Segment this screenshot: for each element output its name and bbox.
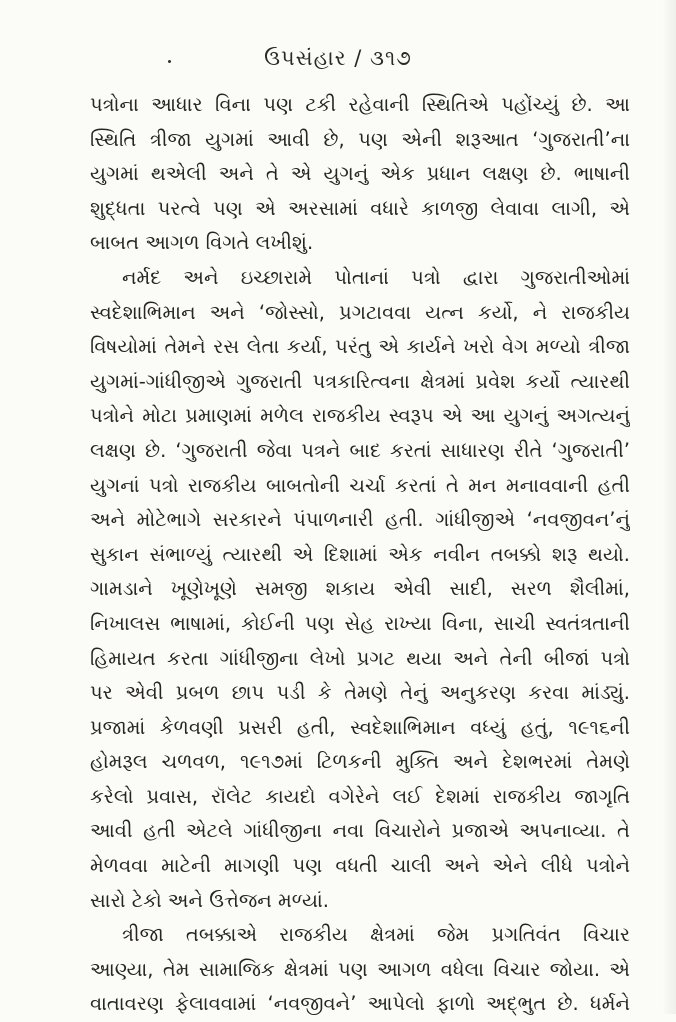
paragraph-end-line: સારો ટેકો અને ઉત્તેજન મળ્યાં. (90, 888, 329, 912)
text-line: વાતાવરણ ફેલાવવામાં ‘નવજીવને’ આપેલો ફાળો અદ્‌ભુત છે. ધર્મને (90, 992, 630, 1016)
text-line: યુગનાં પત્રો રાજકીય બાબતોની ચર્ચા કરતાં તે મન મનાવવાની હતી (90, 473, 630, 497)
paragraph-end-line: બાબત આગળ વિગતે લખીશું. (90, 231, 314, 255)
text-line: સુકાન સંભાળ્યું ત્યારથી એ દિશામાં એક નવીન તબક્કો શરૂ થયો. (90, 542, 630, 566)
text-line: હોમરૂલ ચળવળ, ૧૯૧૭માં ટિળકની મુક્તિ અને દેશભરમાં તેમણે (90, 750, 630, 774)
text-line: ગામડાને ખૂણેખૂણે સમજી શકાય એવી સાદી, સરળ શૈલીમાં, (90, 577, 630, 601)
text-line: સ્થિતિ ત્રીજા યુગમાં આવી છે, પણ એની શરૂઆત ‘ગુજરાતી’ના (90, 127, 630, 151)
text-line: કરેલો પ્રવાસ, રૉલેટ કાયદો વગેરેને લઈ દેશમાં રાજકીય જાગૃતિ (90, 784, 630, 808)
text-line: પત્રોના આધાર વિના પણ ટકી રહેવાની સ્થિતિએ પહોંચ્યું છે. આ (90, 93, 630, 116)
text-line: વિષયોમાં તેમને રસ લેતા કર્યા, પરંતુ એ કાર્યને ખરો વેગ મળ્યો ત્રીજા (90, 335, 630, 359)
paragraph-start-line: નર્મદ અને ઇચ્છારામે પોતાનાં પત્રો દ્વારા ગુજરાતીઓમાં (122, 265, 630, 289)
text-line: નિખાલસ ભાષામાં, કોઈની પણ સેહ રાખ્યા વિના, સાચી સ્વતંત્રતાની (90, 611, 630, 635)
text-line: લક્ષણ છે. ‘ગુજરાતી જેવા પત્રને બાદ કરતાં સાધારણ રીતે ‘ગુજરાતી’ (90, 438, 630, 462)
text-line: યુગમાં-ગાંધીજીએ ગુજરાતી પત્રકારિત્વના ક્ષેત્રમાં પ્રવેશ કર્યો ત્યારથી (90, 369, 630, 393)
page-binding-shadow (662, 0, 676, 1014)
running-header: ઉપસંહાર / ૩૧૭ (264, 46, 412, 70)
text-line: સ્વદેશાભિમાન અને ‘જોસ્સો, પ્રગટાવવા યત્ન કર્યો, ને રાજકીય (90, 300, 630, 324)
text-line: અને મોટેભાગે સરકારને પંપાળનારી હતી. ગાંધીજીએ ‘નવજીવન’નું (90, 508, 630, 532)
text-line: શુદ્ધતા પરત્વે પણ એ અરસામાં વધારે કાળજી લેવાવા લાગી, એ (90, 196, 630, 220)
text-line: પત્રોને મોટા પ્રમાણમાં મળેલ રાજકીય સ્વરૂપ એ આ યુગનું અગત્યનું (90, 404, 630, 428)
text-line: પર એવી પ્રબળ છાપ પડી કે તેમણે તેનું અનુકરણ કરવા માંડ્યું. (90, 681, 630, 705)
paragraph-start-line: ત્રીજા તબક્કાએ રાજકીય ક્ષેત્રમાં જેમ પ્રગતિવંત વિચાર (122, 923, 630, 947)
body-text (90, 88, 630, 1022)
text-line: યુગમાં થએલી અને તે એ યુગનું એક પ્રધાન લક્ષણ છે. ભાષાની (90, 162, 630, 186)
text-line: આવી હતી એટલે ગાંધીજીના નવા વિચારોને પ્રજાએ અપનાવ્યા. તે (90, 819, 630, 843)
text-line: આણ્યા, તેમ સામાજિક ક્ષેત્રમાં પણ આગળ વધેલા વિચાર જોયા. એ (90, 957, 630, 981)
text-line: પ્રજામાં કેળવણી પ્રસરી હતી, સ્વદેશાભિમાન વધ્યું હતું, ૧૯૧૬ની (90, 715, 630, 739)
text-line: હિમાયત કરતા ગાંધીજીના લેખો પ્રગટ થયા અને તેની બીજાં પત્રો (90, 646, 630, 670)
text-line: મેળવવા માટેની માગણી પણ વધતી ચાલી અને એને લીધે પત્રોને (90, 854, 630, 878)
